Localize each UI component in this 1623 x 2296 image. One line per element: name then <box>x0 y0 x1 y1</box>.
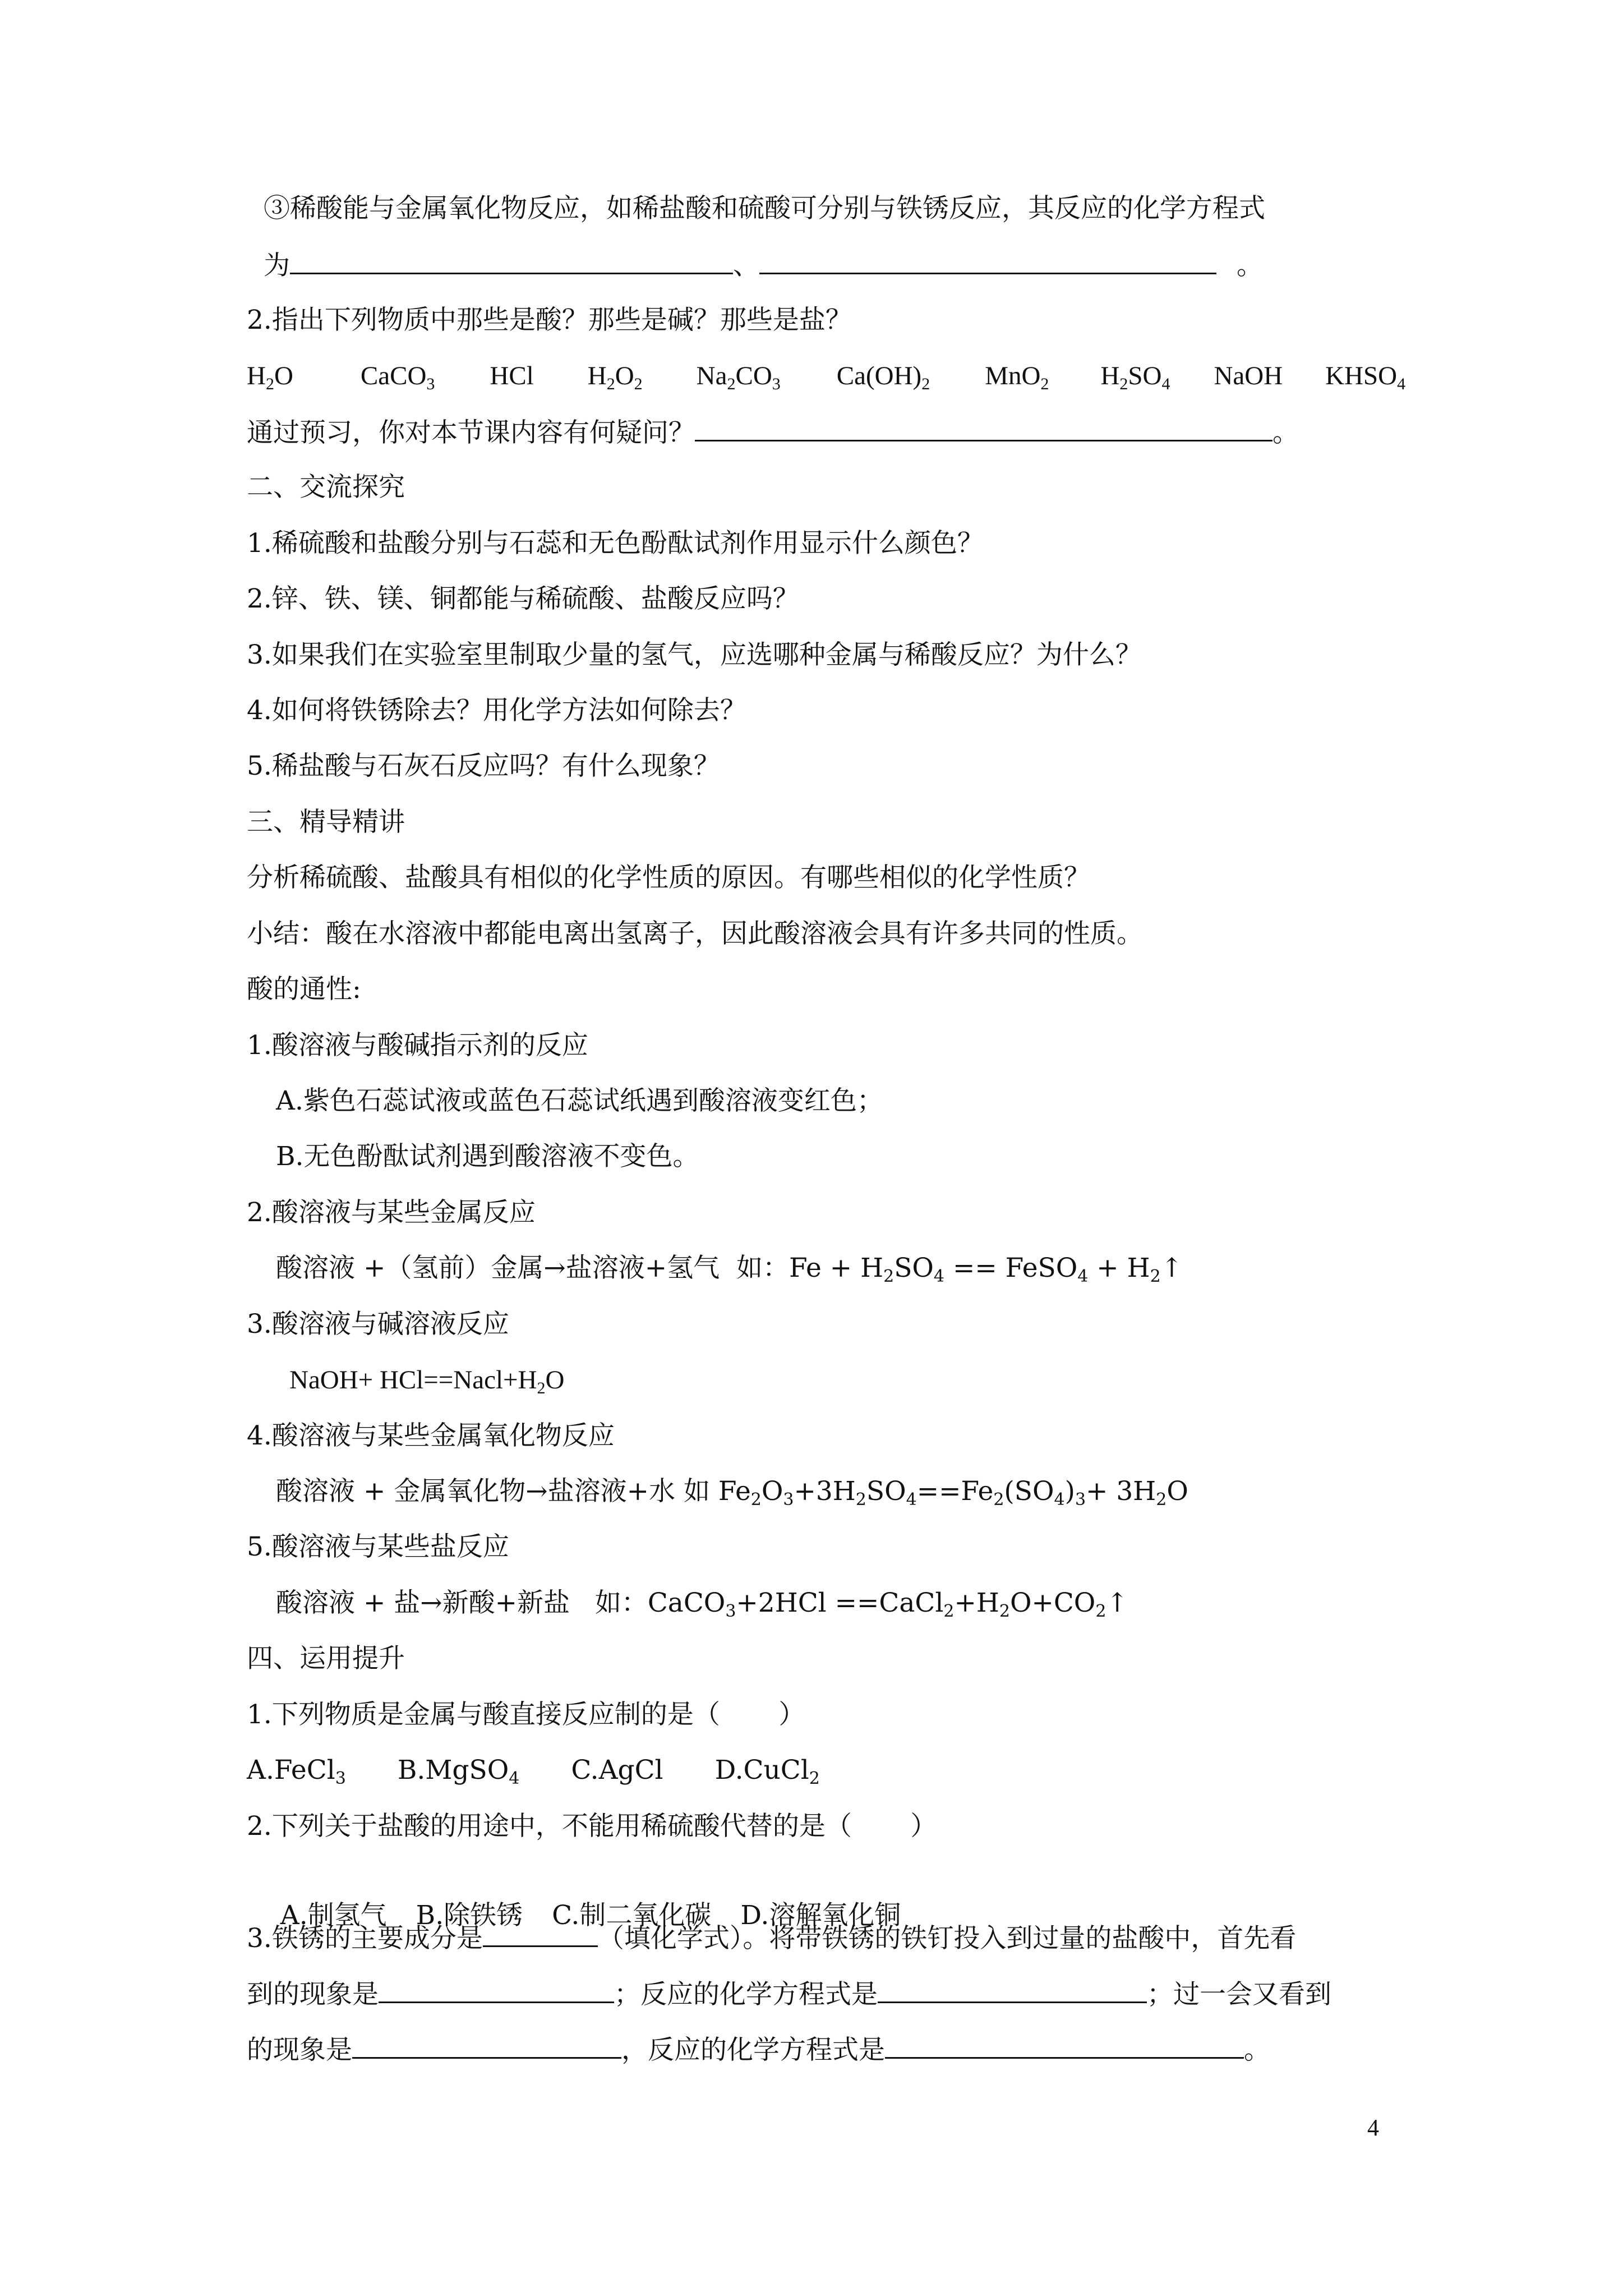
option: D.CuCl$_2$ <box>714 1755 820 1788</box>
property-5-title: 5.酸溶液与某些盐反应 <box>247 1531 509 1562</box>
summary-text: 小结：酸在水溶液中都能电离出氢离子，因此酸溶液会具有许多共同的性质。 <box>247 918 1143 949</box>
answer-blank[interactable] <box>695 415 1272 441</box>
property-5-equation: 酸溶液 + 盐→新酸+新盐 如：CaCO$_3$+2HCl $==CaCl_2+H_2O+CO_2↑$ <box>276 1588 1128 1621</box>
option: C.AgCl <box>571 1755 663 1786</box>
property-2-title: 2.酸溶液与某些金属反应 <box>247 1197 536 1228</box>
answer-blank[interactable] <box>885 2032 1244 2059</box>
section-2-heading: 二、交流探究 <box>247 472 405 503</box>
property-1-title: 1.酸溶液与酸碱指示剂的反应 <box>247 1030 588 1061</box>
preview-item3-line1: ③稀酸能与金属氧化物反应，如稀盐酸和硫酸可分别与铁锈反应，其反应的化学方程式 <box>264 193 1265 224</box>
property-1-item-b: B.无色酚酞试剂遇到酸溶液不变色。 <box>276 1141 699 1172</box>
property-4-title: 4.酸溶液与某些金属氧化物反应 <box>247 1420 615 1451</box>
option: A.制氢气 <box>280 1900 387 1931</box>
exchange-question: 5.稀盐酸与石灰石反应吗？有什么现象？ <box>247 751 720 781</box>
chemical-formula: $Ca(OH)_2$ <box>836 361 930 393</box>
exercise-question-3-line2: 到的现象是 ；反应的化学方程式是 ；过一会又看到 <box>247 1977 1331 2012</box>
general-properties-title: 酸的通性: <box>247 974 361 1005</box>
exchange-question: 3.如果我们在实验室里制取少量的氢气，应选哪种金属与稀酸反应？为什么？ <box>247 639 1142 670</box>
chemical-formula: $H_2O$ <box>247 361 293 393</box>
option: C.制二氧化碳 <box>552 1900 712 1931</box>
option: D.溶解氧化铜 <box>740 1900 901 1931</box>
answer-blank[interactable] <box>352 2032 621 2059</box>
option: A.FeCl$_3$ <box>247 1755 346 1788</box>
answer-blank[interactable] <box>483 1921 598 1947</box>
exchange-question: 4.如何将铁锈除去？用化学方法如何除去？ <box>247 695 746 726</box>
property-4-equation: 酸溶液 + 金属氧化物→盐溶液+水 如 $Fe_2O_3+3H_2SO_4==Fe_2(SO_4)_3+ 3H_2O$ <box>276 1476 1188 1510</box>
preview-doubt: 通过预习，你对本节课内容有何疑问？ 。 <box>247 415 1299 450</box>
chemical-formula: CaCO$_3$ <box>360 361 435 393</box>
exercise-question-2: 2.下列关于盐酸的用途中，不能用稀硫酸代替的是（ ） <box>247 1811 937 1842</box>
property-3-equation: NaOH+ $HCl==Nacl+H_2O$ <box>289 1365 565 1397</box>
chemical-formula: $Na_2CO_3$ <box>696 361 781 393</box>
chemical-formula: $H_2O_2$ <box>587 361 643 393</box>
exchange-question: 1.稀硫酸和盐酸分别与石蕊和无色酚酞试剂作用显示什么颜色？ <box>247 528 984 559</box>
answer-blank[interactable] <box>290 248 733 274</box>
chemical-formula: $KHSO_4$ <box>1325 361 1406 393</box>
option: B.MgSO$_4$ <box>397 1755 520 1788</box>
exercise-question-3-line3: 的现象是 ，反应的化学方程式是 。 <box>247 2032 1270 2067</box>
section-4-heading: 四、运用提升 <box>247 1643 405 1674</box>
exchange-question: 2.锌、铁、镁、铜都能与稀硫酸、盐酸反应吗？ <box>247 583 799 614</box>
answer-blank[interactable] <box>878 1977 1147 2003</box>
analysis-text: 分析稀硫酸、盐酸具有相似的化学性质的原因。有哪些相似的化学性质？ <box>247 862 1090 893</box>
property-2-equation: 酸溶液 +（氢前）金属→盐溶液+氢气 如：$Fe + H_2SO_4$ == FeSO$_4$ + $H_2↑$ <box>276 1253 1183 1286</box>
chemical-formula: HCl <box>490 361 534 390</box>
exercise-question-1: 1.下列物质是金属与酸直接反应制的是（ ） <box>247 1699 805 1730</box>
answer-blank[interactable] <box>759 248 1216 274</box>
property-1-item-a: A.紫色石蕊试液或蓝色石蕊试纸遇到酸溶液变红色； <box>276 1085 883 1116</box>
answer-blank[interactable] <box>379 1977 614 2003</box>
chemical-formula: MnO$_2$ <box>985 361 1049 393</box>
preview-question-2: 2.指出下列物质中那些是酸？那些是碱？那些是盐？ <box>247 305 852 335</box>
option: B.除铁锈 <box>416 1900 523 1931</box>
preview-item3-line2: 为 、 。 <box>264 248 1263 283</box>
chemical-formula: NaOH <box>1214 361 1283 390</box>
chemical-formula: $H_2SO_4$ <box>1100 361 1170 393</box>
exercise-question-3-line1: 3.铁锈的主要成分是 （填化学式）。将带铁锈的铁钉投入到过量的盐酸中，首先看 <box>247 1921 1296 1955</box>
formula-list <box>247 359 1405 393</box>
section-3-heading: 三、精导精讲 <box>247 807 405 838</box>
exercise-1-options <box>247 1754 820 1787</box>
page-number: 4 <box>1367 2115 1379 2141</box>
property-3-title: 3.酸溶液与碱溶液反应 <box>247 1309 509 1340</box>
